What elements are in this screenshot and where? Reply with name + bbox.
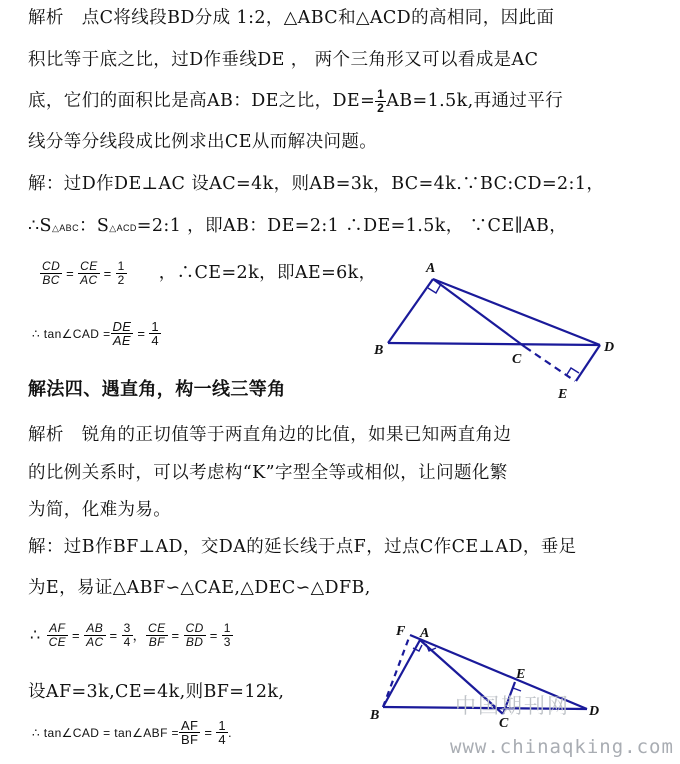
fraction-quarter (149, 320, 161, 347)
label-a: A (426, 261, 436, 276)
fraction-cd-bd (184, 622, 206, 649)
method-4-analysis-3: 为简，化难为易。 (28, 500, 172, 520)
label-c: C (512, 352, 522, 367)
frac-den: 3 (223, 635, 231, 649)
method-4-solution-2: 为E，易证△ABF∽△CAE,△DEC∽△DFB, (28, 578, 371, 598)
analysis-line-3 (28, 88, 563, 115)
label-a: A (420, 626, 430, 641)
right-angle-e (566, 368, 579, 376)
segment-ad (433, 279, 600, 345)
frac-num: 1 (117, 259, 125, 273)
frac-num: 1 (377, 87, 385, 101)
label-f: F (396, 624, 406, 639)
colon-s: ：S (78, 216, 110, 236)
method-4-ratios: ∴ $\frac{AF}{CE}$ = $\frac{AB}{AC}$ = $\frac{3}{4}$ ， $\frac{CE}{BF}$ = $\frac{CD}{BD}$ = $\frac{1}{3}$ (30, 621, 231, 649)
frac-num: 1 (151, 319, 160, 334)
watermark-cn: 中国期刊网 (455, 694, 570, 718)
solution-line-2-rest: =2:1 ，即AB：DE=2:1 ∴DE=1.5k， ∵CE∥AB， (136, 216, 568, 236)
label-b: B (370, 708, 380, 723)
frac-den: 4 (218, 732, 227, 747)
right-angle-a (428, 284, 441, 293)
solution-line-2 (28, 214, 567, 240)
tan-cad-label: ∴ tan∠CAD = (32, 327, 111, 341)
frac-den: AE (112, 333, 131, 348)
fraction-af-ce (47, 622, 68, 649)
solution-line-3-tail: ，∴CE=2k，即AE=6k， (158, 263, 377, 283)
method-4-solution-1: 解：过B作BF⊥AD，交DA的延长线于点F，过点C作CE⊥AD，垂足 (28, 537, 577, 557)
frac-num: CE (80, 259, 98, 273)
solution-line-1: 解：过D作DE⊥AC 设AC=4k，则AB=3k，BC=4k.∵BC:CD=2:1， (28, 174, 605, 194)
frac-den: BD (185, 635, 204, 649)
frac-den: AC (80, 273, 98, 287)
frac-den: BF (148, 635, 165, 649)
fraction-half (375, 88, 386, 115)
fraction-three-quarters (122, 622, 133, 649)
analysis-line-2: 积比等于底之比，过D作垂线DE ， 两个三角形又可以看成是AC (28, 50, 539, 70)
frac-num: CD (42, 259, 61, 273)
fraction-ab-ac (84, 622, 105, 649)
subscript-abc: △ABC (51, 223, 79, 233)
frac-num: AF (180, 718, 199, 733)
frac-den: 2 (377, 101, 385, 115)
label-b: B (374, 343, 384, 358)
tan-cad-abf-label: ∴ tan∠CAD = tan∠ABF = (32, 726, 179, 740)
analysis-line-1: 解析 点C将线段BD分成 1:2，△ABC和△ACD的高相同，因此面 (28, 8, 555, 28)
segment-ce-dashed (525, 347, 575, 381)
label-d: D (589, 704, 600, 719)
fraction-ce-ac (78, 260, 99, 287)
frac-num: CD (185, 621, 204, 635)
label-e: E (516, 667, 526, 682)
frac-den: CE (48, 635, 67, 649)
fraction-ce-bf (146, 622, 167, 649)
analysis-line-4: 线分等分线段成比例求出CE从而解决问题。 (28, 132, 378, 152)
label-e: E (558, 387, 568, 402)
segment-de (576, 345, 600, 381)
segment-ab (383, 640, 420, 707)
analysis-line-3a: 底，它们的面积比是高AB：DE之比，DE= (28, 91, 376, 111)
fraction-af-bf (179, 719, 200, 746)
frac-den: 4 (151, 333, 160, 348)
method-4-analysis-2: 的比例关系时，可以考虑构“K”字型全等或相似，让问题化繁 (28, 463, 508, 483)
watermark-url: www.chinaqking.com (450, 736, 674, 758)
label-d: D (604, 340, 615, 355)
frac-num: CE (148, 621, 166, 635)
segment-ac (433, 279, 525, 347)
analysis-line-3b: AB=1.5k,再通过平行 (386, 91, 564, 111)
method-4-solution-3: 设AF=3k,CE=4k,则BF=12k, (28, 682, 285, 702)
fraction-one-third (222, 622, 233, 649)
frac-num: AB (84, 622, 105, 636)
fraction-de-ae (111, 320, 134, 347)
frac-num: AF (47, 622, 68, 636)
frac-num: 1 (223, 621, 231, 635)
frac-den: 2 (117, 273, 125, 287)
frac-den: BF (180, 732, 199, 747)
method-4-tan: ∴ tan∠CAD = tan∠ABF = $\frac{AF}{BF}$ = $\frac{1}{4}$ . (32, 718, 233, 747)
fraction-quarter-2 (216, 719, 228, 746)
segment-bd (388, 343, 600, 345)
frac-num: DE (112, 319, 132, 334)
fraction-one-half (116, 260, 127, 287)
method-4-analysis-1: 解析 锐角的正切值等于两直角边的比值，如果已知两直角边 (28, 425, 512, 445)
frac-den: BC (42, 273, 60, 287)
subscript-acd: △ACD (109, 223, 137, 233)
method-4-heading: 解法四、遇直角，构一线三等角 (28, 379, 286, 400)
solution-line-3: $\frac{CD}{BC}$ = $\frac{CE}{AC}$ = $\frac{1}{2}$ ，∴CE=2k，即AE=6k， (42, 259, 377, 287)
segment-bf-dashed (383, 635, 410, 707)
therefore-s: ∴S (28, 216, 52, 236)
frac-den: AC (86, 635, 104, 649)
frac-num: 3 (123, 621, 131, 635)
frac-den: 4 (123, 635, 131, 649)
label-c: C (499, 716, 509, 731)
segment-ab (388, 279, 433, 343)
fraction-cd-bc (40, 260, 62, 287)
solution-line-4: ∴ tan∠CAD = $\frac{DE}{AE}$ = $\frac{1}{4}$ (32, 319, 160, 348)
figure-1-triangle (370, 255, 630, 405)
frac-num: 1 (218, 718, 227, 733)
